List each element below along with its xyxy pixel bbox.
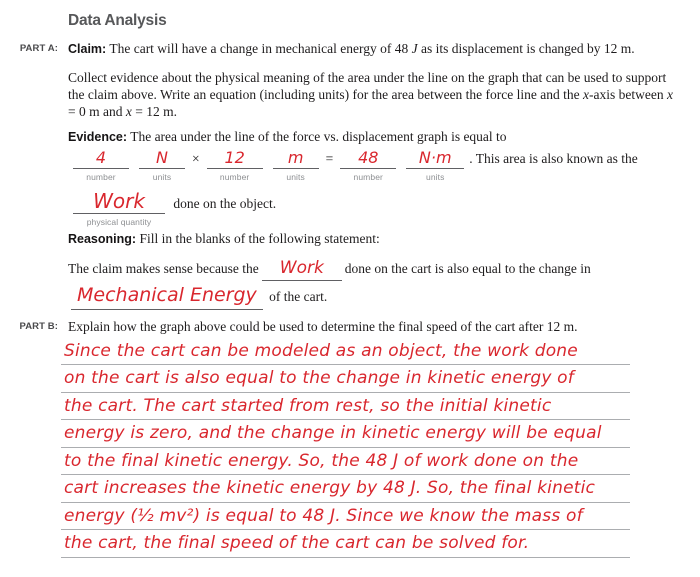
collect-italic-x1: x: [583, 87, 590, 102]
claim-italic-j: J: [411, 41, 418, 56]
blank-number-3[interactable]: [340, 148, 396, 182]
blank-number-1[interactable]: [73, 148, 129, 182]
reasoning-text-2: done on the cart is also equal to the change in: [344, 260, 591, 276]
claim-heading: Claim:: [68, 42, 107, 56]
blank-units-3-value: N·m: [418, 148, 452, 167]
answer-line-5[interactable]: to the final kinetic energy. So, the 48 J of work done on the: [61, 448, 630, 476]
part-a-section: [0, 40, 700, 318]
blank-work[interactable]: [262, 258, 342, 281]
claim-paragraph: [68, 40, 668, 58]
blank-units-3-label: units: [426, 171, 445, 182]
evidence-intro-text: The area under the line of the force vs. displacement graph is equal to: [130, 129, 507, 144]
collect-text-1: Collect evidence about the physical meaning of the area under the line on the graph that can be used to support the claim above. Write an equation (including units) for the area between the force line and the: [68, 70, 667, 102]
collect-italic-x2: x: [666, 87, 673, 102]
part-a-label: PART A:: [19, 43, 58, 54]
blank-physical-quantity[interactable]: [73, 188, 165, 227]
evidence-heading: Evidence:: [68, 130, 128, 144]
blank-units-3[interactable]: [406, 148, 464, 182]
evidence-paragraph: [68, 128, 688, 146]
part-a-content: [68, 40, 688, 318]
claim-text-2: as its displacement is changed by 12 m.: [417, 41, 635, 56]
collect-paragraph: [68, 69, 680, 120]
reasoning-sentence-1: [68, 258, 680, 281]
blank-work-value: Work: [279, 257, 324, 278]
blank-units-1-label: units: [152, 171, 172, 182]
collect-italic-x3: x: [125, 104, 132, 119]
after-quantity-text: done on the object.: [173, 195, 277, 211]
reasoning-text-1: The claim makes sense because the: [68, 260, 259, 276]
part-b-content: [64, 318, 688, 558]
answer-line-6[interactable]: cart increases the kinetic energy by 48 J. So, the final kinetic: [61, 475, 630, 503]
collect-text-2: -axis between: [589, 87, 667, 102]
answer-line-8[interactable]: the cart, the final speed of the cart can be solved for.: [61, 530, 630, 558]
blank-mechanical-energy[interactable]: [71, 285, 263, 310]
equation-row: [68, 148, 688, 182]
blank-number-3-label: number: [353, 171, 383, 182]
part-b-label: PART B:: [19, 320, 58, 332]
answer-area: [61, 338, 688, 558]
answer-line-2[interactable]: on the cart is also equal to the change in kinetic energy of: [61, 365, 630, 393]
part-b-prompt: Explain how the graph above could be used to determine the final speed of the cart after 12 m.: [68, 318, 578, 334]
blank-units-2-value: m: [287, 148, 304, 167]
blank-number-1-value: 4: [95, 148, 107, 167]
blank-number-2-label: number: [219, 171, 250, 182]
blank-units-2-label: units: [286, 171, 305, 182]
blank-number-2-value: 12: [224, 148, 245, 167]
blank-units-1-value: N: [156, 148, 168, 167]
answer-line-7[interactable]: energy (½ mv²) is equal to 48 J. Since we know the mass of: [61, 503, 630, 531]
reasoning-sentence-2: [68, 285, 688, 310]
equals-sign: =: [325, 151, 334, 166]
after-blanks-text: . This area is also known as the: [469, 151, 638, 166]
answer-line-1[interactable]: Since the cart can be modeled as an object, the work done: [61, 338, 630, 366]
blank-physical-quantity-value: Work: [93, 188, 145, 213]
blank-units-1[interactable]: [139, 148, 185, 182]
blank-mechanical-energy-value: Mechanical Energy: [77, 283, 257, 306]
blank-number-1-label: number: [86, 171, 116, 182]
answer-line-3[interactable]: the cart. The cart started from rest, so the initial kinetic: [61, 393, 630, 421]
reasoning-paragraph: [68, 230, 688, 248]
collect-text-3: = 0 m and: [68, 104, 126, 119]
reasoning-intro-text: Fill in the blanks of the following statement:: [139, 230, 380, 246]
reasoning-text-3: of the cart.: [269, 288, 328, 304]
quantity-row: [68, 188, 688, 227]
blank-physical-quantity-label: physical quantity: [86, 216, 152, 227]
collect-text-4: = 12 m.: [131, 104, 177, 119]
multiply-sign: ×: [192, 151, 200, 166]
reasoning-heading: Reasoning:: [68, 231, 137, 246]
claim-text-1: The cart will have a change in mechanical energy of 48: [109, 41, 412, 56]
blank-units-2[interactable]: [273, 148, 319, 182]
answer-line-4[interactable]: energy is zero, and the change in kinetic energy will be equal: [61, 420, 630, 448]
part-b-section: [0, 318, 700, 558]
blank-number-3-value: 48: [358, 148, 379, 167]
page-title: Data Analysis: [68, 12, 167, 29]
blank-number-2[interactable]: [207, 148, 263, 182]
